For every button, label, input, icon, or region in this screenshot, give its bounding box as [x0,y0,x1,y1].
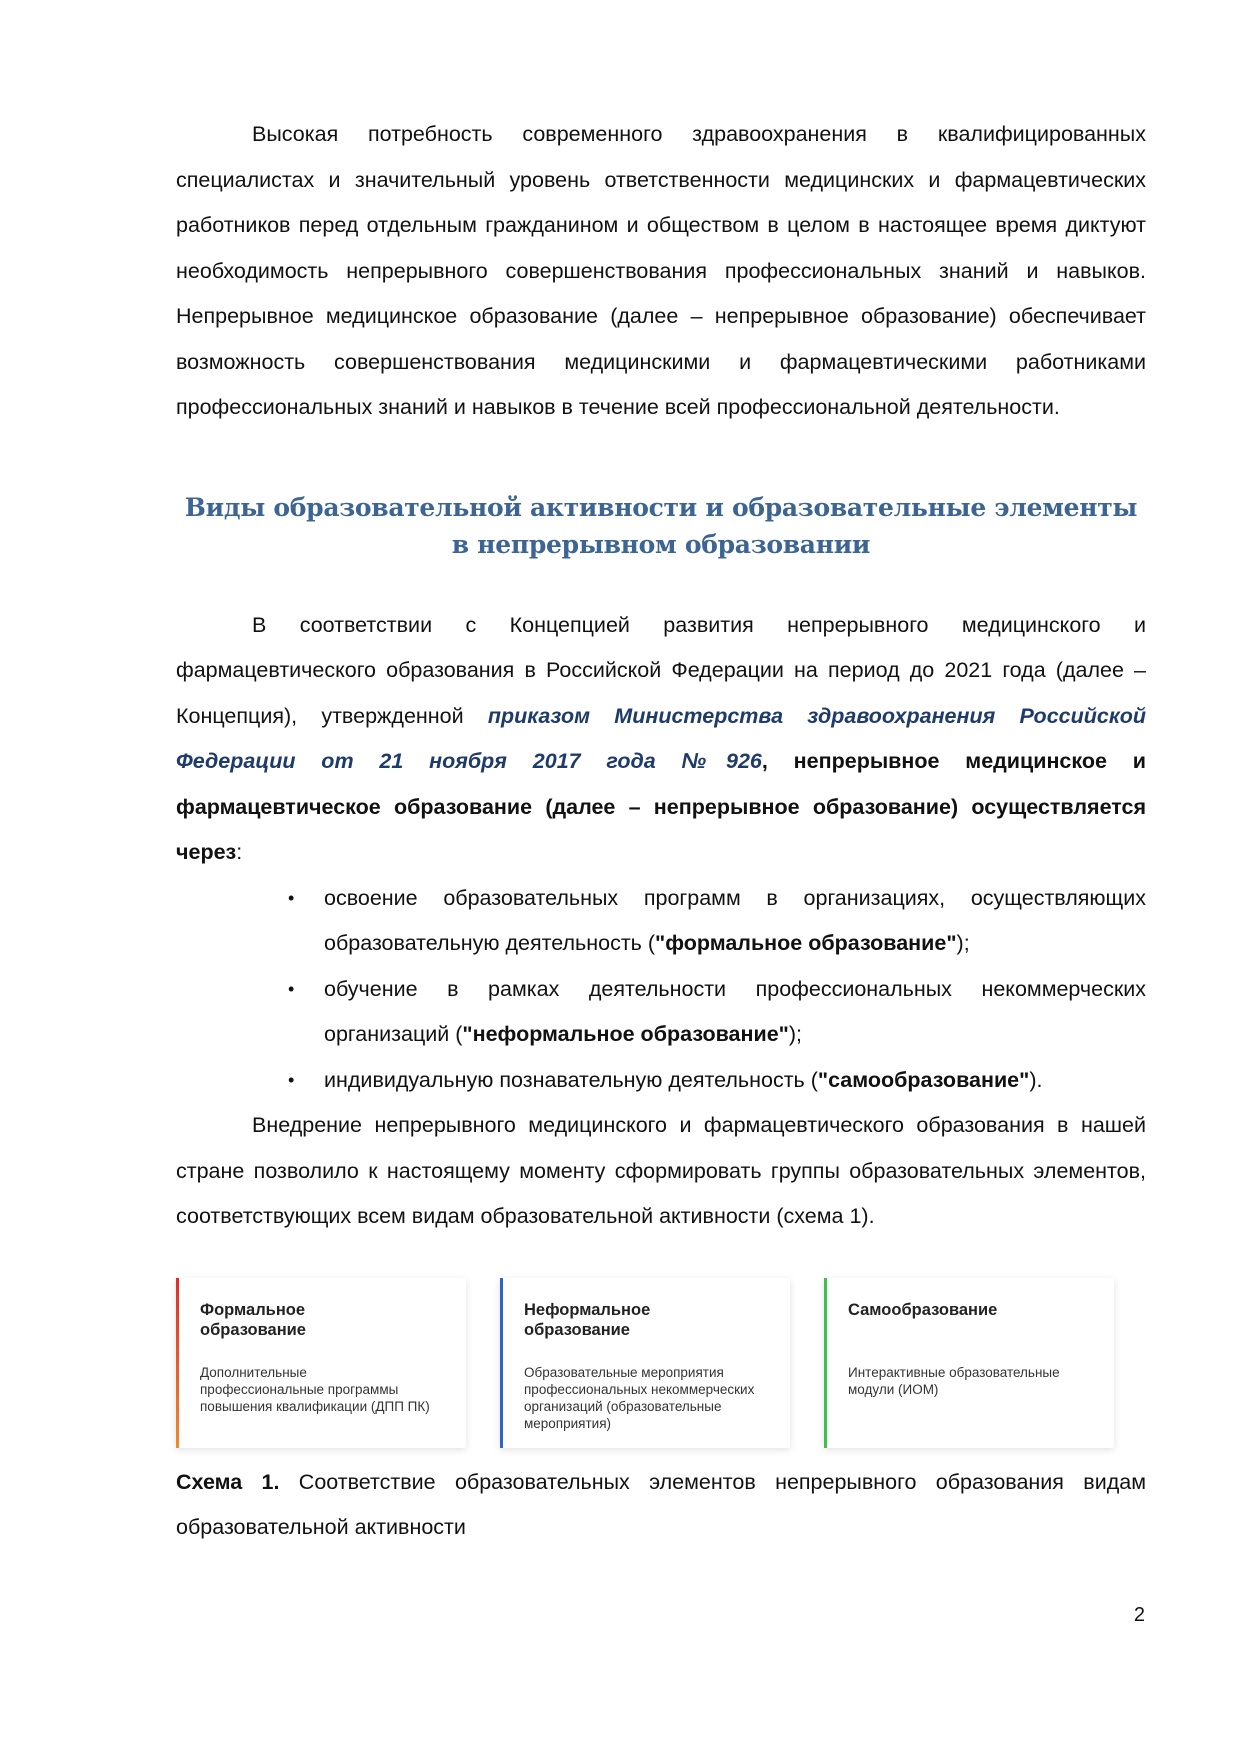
order-link[interactable]: приказом Министерства здравоохранения Российской Федерации от 21 ноября 2017 года №926 [176,703,1146,773]
caption-text: Соответствие образовательных элементов непрерывного образования видам образовательной активности [176,1469,1146,1539]
scheme-1 [176,1278,1146,1454]
scheme-caption [176,1460,1146,1551]
bullet-icon: • [288,1069,295,1090]
card-description: Интерактивные образовательные модули (ИОМ) [848,1364,1060,1397]
card-informal-education [500,1278,790,1448]
card-description: Образовательные мероприятия профессиональных некоммерческих организаций (образовательные мероприятия) [524,1364,755,1431]
list-item-end: ). [1029,1067,1043,1092]
list-item-text: индивидуальную познавательную деятельность ( [324,1067,818,1092]
page-number: 2 [1133,1604,1145,1626]
list-item-term: "формальное образование" [655,931,957,955]
bullet-icon: • [288,978,295,999]
card-title: Самообразование [848,1300,998,1319]
page-content [176,112,1146,1551]
list-item-end: ); [788,1022,802,1046]
list-item-text: обучение в рамках деятельности профессиональных некоммерческих организаций ( [324,976,1146,1046]
card-accent-bar [176,1278,179,1448]
concept-colon: : [236,840,243,864]
section-heading: Виды образовательной активности и образовательные элементы в непрерывном образовании [184,492,1138,559]
list-item-text: освоение образовательных программ в организациях, осуществляющих образовательную деятельность ( [324,885,1146,955]
card-description: Дополнительные профессиональные программы повышения квалификации (ДПП ПК) [200,1364,430,1414]
concept-bold-text: , непрерывное медицинское и фармацевтическое образование (далее – непрерывное образование) осуществляется через [176,749,1146,864]
card-formal-education [176,1278,466,1448]
list-item-end: ); [956,931,970,955]
card-title: Неформальное образование [524,1300,651,1339]
bullet-icon: • [288,887,295,908]
card-self-education [824,1278,1114,1448]
card-accent-bar [824,1278,827,1448]
list-item [288,967,1146,1058]
concept-text: В соответствии с Концепцией развития непрерывного медицинского и фармацевтического образования в Российской Федерации на период до 2021 года (далее – Концепция), утвержденной [176,612,1146,728]
concept-paragraph [176,603,1146,876]
list-item [288,1058,1146,1104]
list-item-term: "неформальное образование" [462,1022,789,1046]
list-item-term: "самообразование" [817,1067,1030,1092]
intro-paragraph: Высокая потребность современного здравоохранения в квалифицированных специалистах и значительный уровень ответственности медицинских и фармацевтических работников перед отдельным гражданином и обществом в целом в настоящее время диктуют необходимость непрерывного совершенствования профессиональных знаний и навыков. Непрерывное медицинское образование (далее – непрерывное образование) обеспечивает возможность совершенствования медицинскими и фармацевтическими работниками профессиональных знаний и навыков в течение всей профессиональной деятельности. [176,122,1146,419]
card-accent-bar [500,1278,503,1448]
activity-list [176,876,1146,1104]
caption-label: Схема 1. [176,1469,280,1494]
implementation-paragraph: Внедрение непрерывного медицинского и фармацевтического образования в нашей стране позволило к настоящему моменту сформировать группы образовательных элементов, соответствующих всем видам образовательной активности (схема 1). [176,1113,1146,1228]
card-title: Формальное образование [200,1300,306,1339]
list-item [288,876,1146,967]
